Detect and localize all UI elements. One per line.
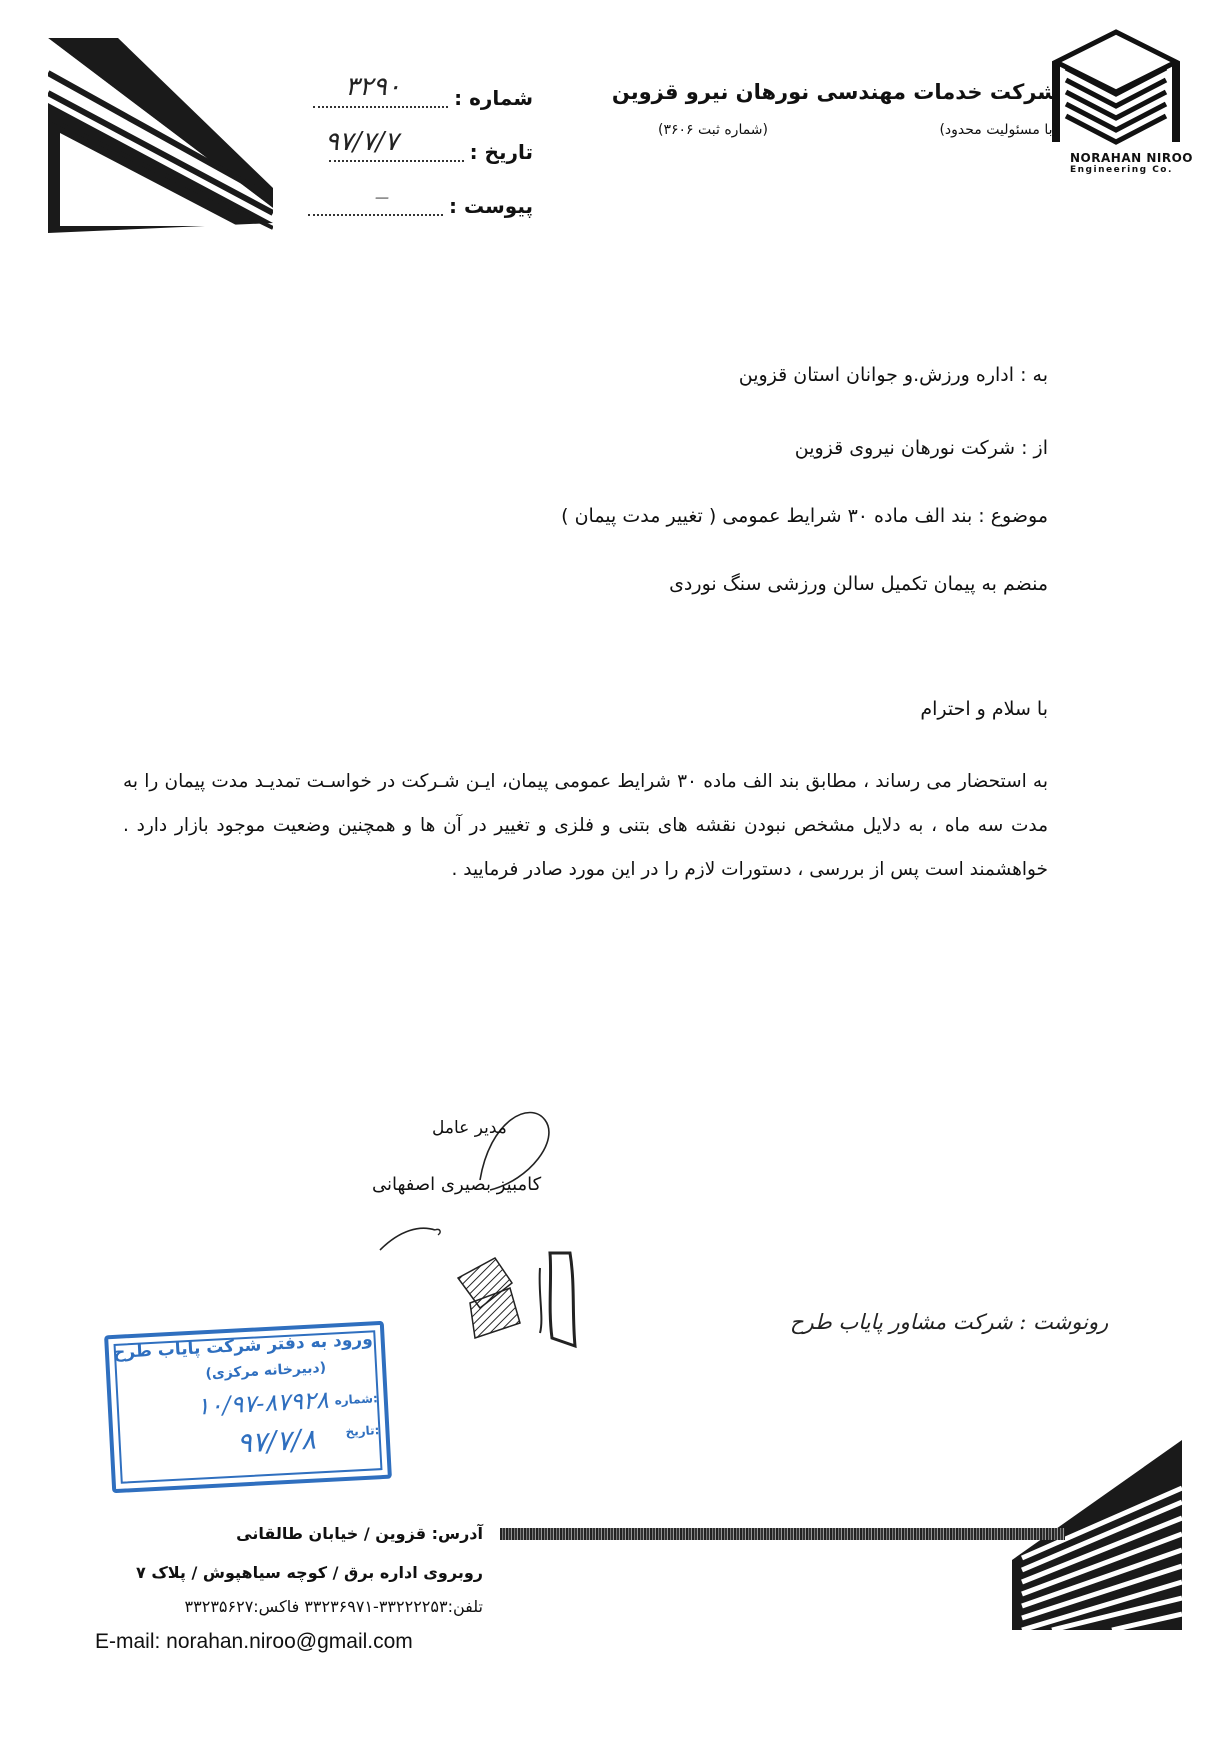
attachment-label: پیوست : xyxy=(448,194,533,218)
company-logo xyxy=(1052,28,1180,152)
date-label: تاریخ : xyxy=(469,140,533,164)
footer-email: E-mail: norahan.niroo@gmail.com xyxy=(95,1630,413,1653)
stamp-number-value: ۱۰/۹۷-۸۷۹۲۸ xyxy=(195,1385,330,1421)
attachment-field xyxy=(308,194,533,218)
body-paragraph: به استحضار می رساند ، مطابق بند الف ماده ۳۰ شرایط عمومی پیمان، ایـن شـرکت در خواسـت تمدیـد مدت پیمان را به مدت سه ماه ، به دلایل مشخص نبودن نقشه های بتنی و فلزی و تغییر در آن ها و همچنین وضعیت موجود بازار دارد . خواهشمند است پس از بررسی ، دستورات لازم را در این مورد صادر فرمایید . xyxy=(123,771,1049,880)
corner-decoration-top-left xyxy=(48,38,273,233)
sender-line: از : شرکت نورهان نیروی قزوین xyxy=(794,437,1048,459)
date-value: ۹۷/۷/۷ xyxy=(325,127,399,157)
signature-title: مدیر عامل xyxy=(432,1118,507,1138)
received-stamp xyxy=(104,1321,392,1493)
logo-latin-text xyxy=(1070,151,1193,175)
stamp-number-label: شماره: xyxy=(334,1391,379,1408)
company-liability: (با مسئولیت محدود) xyxy=(939,122,1058,138)
greeting-line: با سلام و احترام xyxy=(920,698,1048,720)
stamp-title: ورود به دفتر شرکت پایاب طرح xyxy=(112,1329,374,1363)
signature-scribble xyxy=(360,1060,590,1260)
attachment-value: — xyxy=(375,190,389,206)
stamp-subtitle: (دبیرخانه مرکزی) xyxy=(205,1359,327,1383)
logo-line-2: Engineering Co. xyxy=(1070,165,1173,175)
footer-address-2: روبروی اداره برق / کوچه سیاهپوش / پلاک ۷ xyxy=(136,1563,483,1582)
handwritten-cc-note: رونوشت : شرکت مشاور پایاب طرح xyxy=(790,1310,1109,1334)
company-name: شرکت خدمات مهندسی نورهان نیرو قزوین xyxy=(611,80,1058,104)
logo-line-1: NORAHAN NIROO xyxy=(1070,151,1193,165)
footer-phones: تلفن:۳۳۲۲۲۲۵۳-۳۳۲۳۶۹۷۱ فاکس:۳۳۲۳۵۶۲۷ xyxy=(184,1597,483,1616)
company-seal xyxy=(440,1238,590,1353)
stamp-date-value: ۹۷/۷/۸ xyxy=(235,1422,317,1460)
recipient-line: به : اداره ورزش.و جوانان استان قزوین xyxy=(738,364,1048,386)
number-label: شماره : xyxy=(454,86,533,110)
subject-line: موضوع : بند الف ماده ۳۰ شرایط عمومی ( تغییر مدت پیمان ) xyxy=(561,505,1048,527)
footer-address-1: آدرس: قزوین / خیابان طالقانی xyxy=(236,1524,483,1543)
stamp-date-label: تاریخ: xyxy=(345,1423,380,1439)
signature-name: کامبیز بصیری اصفهانی xyxy=(372,1174,542,1195)
footer-rule xyxy=(500,1528,1065,1540)
contract-line: منضم به پیمان تکمیل سالن ورزشی سنگ نوردی xyxy=(669,573,1048,595)
company-registration: (شماره ثبت ۳۶۰۶) xyxy=(658,122,768,138)
number-value: ۳۲۹۰ xyxy=(345,72,401,102)
